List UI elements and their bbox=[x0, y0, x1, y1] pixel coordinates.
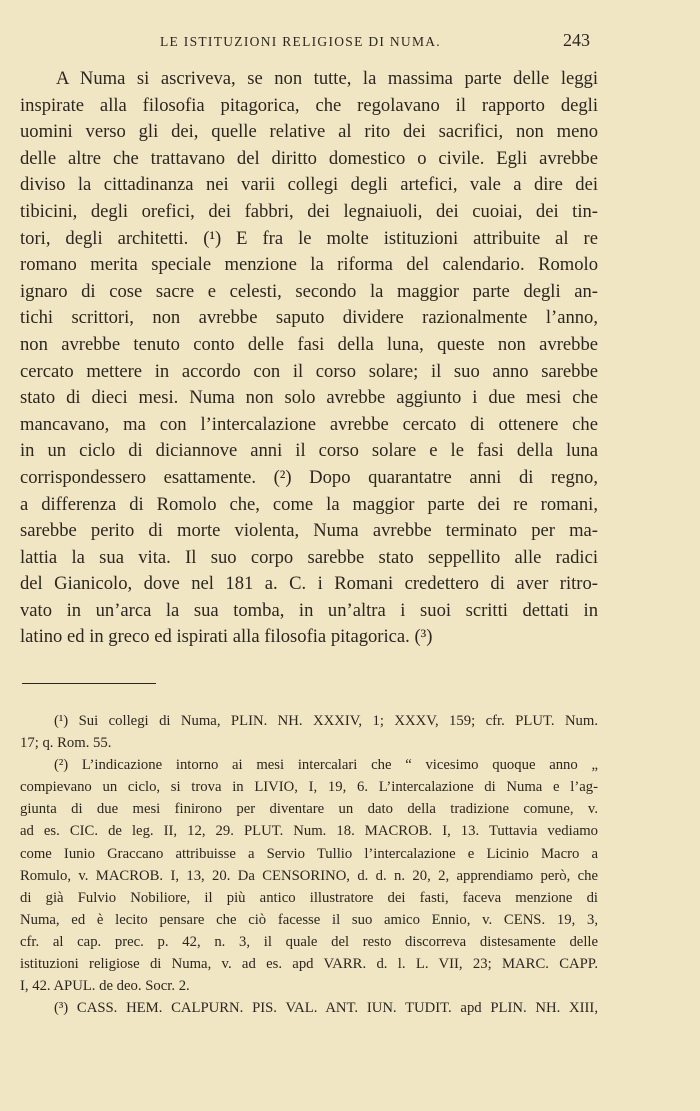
footnote-line: di già Fulvio Nobiliore, il più antico illustratore dei fasti, faceva menzione di bbox=[20, 889, 598, 906]
footnote-line: (²) L’indicazione intorno ai mesi intercalari che “ vicesimo quoque anno „ bbox=[54, 757, 598, 774]
main-paragraph bbox=[20, 66, 598, 651]
body-line: diviso la cittadinanza nei varii collegi degli artefici, vale a dire dei bbox=[20, 174, 598, 196]
body-line: stato di dieci mesi. Numa non solo avrebbe aggiunto i due mesi che bbox=[20, 387, 598, 409]
footnote-line: (¹) Sui collegi di Numa, PLIN. NH. XXXIV, 1; XXXV, 159; cfr. PLUT. Num. bbox=[54, 713, 598, 729]
body-line: tichi scrittori, non avrebbe saputo dividere razionalmente l’anno, bbox=[20, 307, 598, 329]
footnote-line: ad es. CIC. de leg. II, 12, 29. PLUT. Num. 18. MACROB. I, 13. Tuttavia vediamo bbox=[20, 823, 598, 840]
footnote-line: compievano un ciclo, si trova in LIVIO, I, 19, 6. L’intercalazione di Numa e l’ag- bbox=[20, 779, 598, 796]
body-line: del Gianicolo, dove nel 181 a. C. i Romani credettero di aver ritro- bbox=[20, 573, 598, 595]
body-line: lattia la sua vita. Il suo corpo sarebbe stato seppellito alle radici bbox=[20, 546, 598, 568]
footnote-line: I, 42. APUL. de deo. Socr. 2. bbox=[20, 978, 190, 995]
body-line: tibicini, degli orefici, dei fabbri, dei legnaiuoli, dei cuoiai, dei tin- bbox=[20, 200, 598, 222]
page-number: 243 bbox=[563, 30, 590, 50]
body-line: inspirate alla filosofia pitagorica, che regolavano il rapporto degli bbox=[20, 94, 598, 116]
footnote-line: giunta di due mesi finirono per diventare un dato della tradizione comune, v. bbox=[20, 801, 598, 818]
footnote-line: Romulo, v. MACROB. I, 13, 20. Da CENSORINO, d. d. n. 20, 2, apprendiamo però, che bbox=[20, 867, 598, 884]
body-line: a differenza di Romolo che, come la maggior parte dei re romani, bbox=[20, 493, 598, 515]
running-header bbox=[0, 32, 700, 56]
footnote-line: cfr. al cap. prec. p. 42, n. 3, il quale del resto discorreva distesamente delle bbox=[20, 933, 598, 950]
body-line: mancavano, ma con l’intercalazione avrebbe cercato di ottenere che bbox=[20, 413, 598, 435]
footnote-divider bbox=[22, 683, 156, 684]
footnote-line: istituzioni religiose di Numa, v. ad es. apd VARR. d. l. L. VII, 23; MARC. CAPP. bbox=[20, 956, 598, 973]
body-line: tori, degli architetti. (¹) E fra le molte istituzioni attribuite al re bbox=[20, 227, 598, 249]
body-line: corrispondessero esattamente. (²) Dopo quarantatre anni di regno, bbox=[20, 466, 598, 488]
footnote-line: Numa, ed è lecito pensare che ciò facesse il suo amico Ennio, v. CENS. 19, 3, bbox=[20, 911, 598, 928]
body-line: uomini verso gli dei, quelle relative al rito dei sacrifici, non meno bbox=[20, 121, 598, 143]
footnote-line: come Iunio Graccano attribuisse a Servio Tullio l’intercalazione e Licinio Macro a bbox=[20, 845, 598, 862]
body-line: cercato mettere in accordo con il corso solare; il suo anno sarebbe bbox=[20, 360, 598, 382]
footnotes bbox=[20, 710, 598, 1019]
body-line: sarebbe perito di morte violenta, Numa avrebbe terminato per ma- bbox=[20, 520, 598, 542]
body-line: ignaro di cose sacre e celesti, secondo la maggior parte degli an- bbox=[20, 280, 598, 302]
body-line: latino ed in greco ed ispirati alla filosofia pitagorica. (³) bbox=[20, 626, 433, 648]
body-line: in un ciclo di diciannove anni il corso solare e le fasi della luna bbox=[20, 440, 598, 462]
footnote-line: (³) CASS. HEM. CALPURN. PIS. VAL. ANT. IUN. TUDIT. apd PLIN. NH. XIII, bbox=[54, 1000, 598, 1017]
body-line: romano merita speciale menzione la riforma del calendario. Romolo bbox=[20, 254, 598, 276]
body-line: non avrebbe tenuto conto delle fasi della luna, queste non avrebbe bbox=[20, 333, 598, 355]
body-line: A Numa si ascriveva, se non tutte, la massima parte delle leggi bbox=[56, 68, 598, 89]
body-line: delle altre che trattavano del diritto domestico o civile. Egli avrebbe bbox=[20, 147, 598, 169]
footnote-line: 17; q. Rom. 55. bbox=[20, 735, 112, 752]
body-line: vato in un’arca la sua tomba, in un’altra i suoi scritti dettati in bbox=[20, 599, 598, 621]
running-title: LE ISTITUZIONI RELIGIOSE DI NUMA. bbox=[160, 34, 441, 49]
